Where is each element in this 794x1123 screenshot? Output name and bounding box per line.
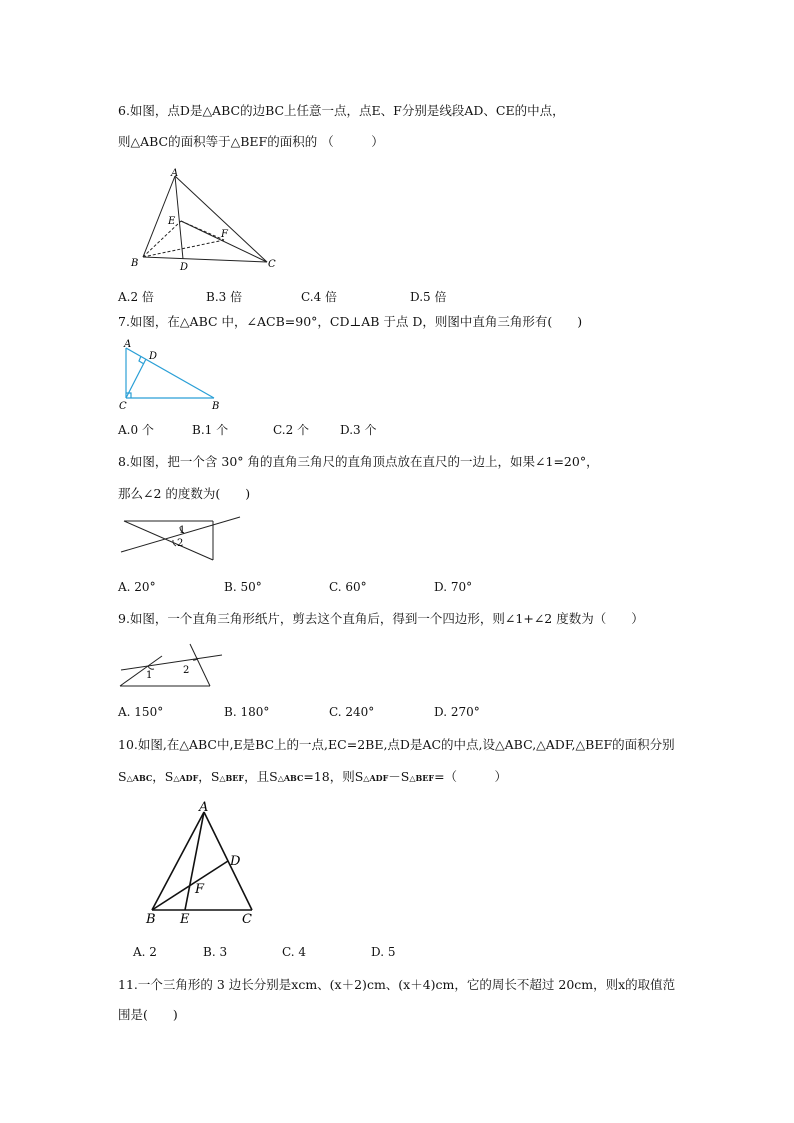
q6-label-b: B [131, 258, 139, 269]
q7-option-b: B.1 个 [192, 423, 229, 437]
q10-label-c: C [242, 912, 252, 926]
q9-angle-1-label: 1 [146, 670, 153, 681]
q11-text-line2: 围是( ) [118, 1007, 178, 1022]
q10-subscript-abc: △ABC [126, 773, 153, 783]
q7-text-line1: 7.如图，在△ABC 中，∠ACB=90°，CD⊥AB 于点 D，则图中直角三角形有( ) [118, 314, 583, 329]
q7-right-triangle-figure [116, 338, 226, 413]
q10-label-b: B [146, 912, 156, 926]
q10-label-d: D [230, 854, 241, 869]
q7-label-d: D [149, 351, 158, 362]
q7-label-c: C [119, 401, 127, 412]
q10-area-symbol: S [118, 769, 127, 784]
q8-angle-1-label: 1 [179, 525, 186, 536]
q10-label-f: F [195, 882, 205, 897]
q8-option-b: B. 50° [224, 580, 262, 594]
q6-triangle-figure [125, 166, 285, 276]
q9-option-c: C. 240° [329, 705, 375, 719]
q9-angle-2-label: 2 [183, 665, 190, 676]
q9-cut-triangle-figure [118, 642, 228, 690]
q6-text-line1: 6.如图，点D是△ABC的边BC上任意一点，点E、F分别是线段AD、CE的中点， [118, 103, 565, 118]
q8-text-line2: 那么∠2 的度数为( ) [118, 486, 251, 501]
q8-option-a: A. 20° [118, 580, 156, 594]
q6-option-d: D.5 倍 [410, 290, 447, 304]
q7-option-a: A.0 个 [118, 423, 154, 437]
q10-triangle-figure [140, 798, 260, 926]
q10-subscript-bef: △BEF [219, 773, 245, 783]
q9-option-b: B. 180° [224, 705, 270, 719]
q10-option-d: D. 5 [371, 945, 396, 959]
q7-label-b: B [212, 401, 220, 412]
q8-option-c: C. 60° [329, 580, 367, 594]
q10-option-a: A. 2 [133, 945, 157, 959]
q10-text-line1: 10.如图,在△ABC中,E是BC上的一点,EC=2BE,点D是AC的中点,设△ABC,△ADF,△BEF的面积分别 [118, 737, 675, 752]
q6-label-e: E [168, 216, 176, 227]
q8-text-line1: 8.如图，把一个含 30° 角的直角三角尺的直角顶点放在直尺的一边上，如果∠1=20°， [118, 454, 599, 469]
q10-text-line2: S△ABC，S△ADF，S△BEF，且S△ABC=18，则S△ADF－S△BEF=（ ） [118, 769, 508, 784]
q8-option-d: D. 70° [434, 580, 473, 594]
q11-text-line1: 11.一个三角形的 3 边长分别是xcm、(x＋2)cm、(x＋4)cm，它的周长不超过 20cm，则x的取值范 [118, 977, 676, 992]
q6-label-d: D [180, 262, 189, 273]
q7-option-d: D.3 个 [340, 423, 377, 437]
q8-angle-2-label: 2 [177, 538, 184, 549]
q10-label-e: E [180, 912, 190, 926]
q7-option-c: C.2 个 [273, 423, 310, 437]
q6-option-b: B.3 倍 [206, 290, 243, 304]
q6-option-c: C.4 倍 [301, 290, 338, 304]
q10-label-a: A [199, 800, 209, 815]
q6-label-c: C [268, 259, 276, 270]
q6-label-a: A [171, 168, 179, 179]
q6-option-a: A.2 倍 [118, 290, 154, 304]
q6-label-f: F [221, 229, 228, 240]
q10-subscript-adf: △ADF [173, 773, 199, 783]
q8-ruler-triangle-figure [118, 512, 248, 562]
q9-text-line1: 9.如图，一个直角三角形纸片，剪去这个直角后，得到一个四边形，则∠1+∠2 度数为（ ） [118, 611, 644, 626]
q9-option-a: A. 150° [118, 705, 164, 719]
q9-option-d: D. 270° [434, 705, 480, 719]
q7-label-a: A [124, 339, 132, 350]
q10-option-b: B. 3 [203, 945, 228, 959]
q6-text-line2: 则△ABC的面积等于△BEF的面积的 （ ） [118, 134, 384, 149]
q10-option-c: C. 4 [282, 945, 307, 959]
